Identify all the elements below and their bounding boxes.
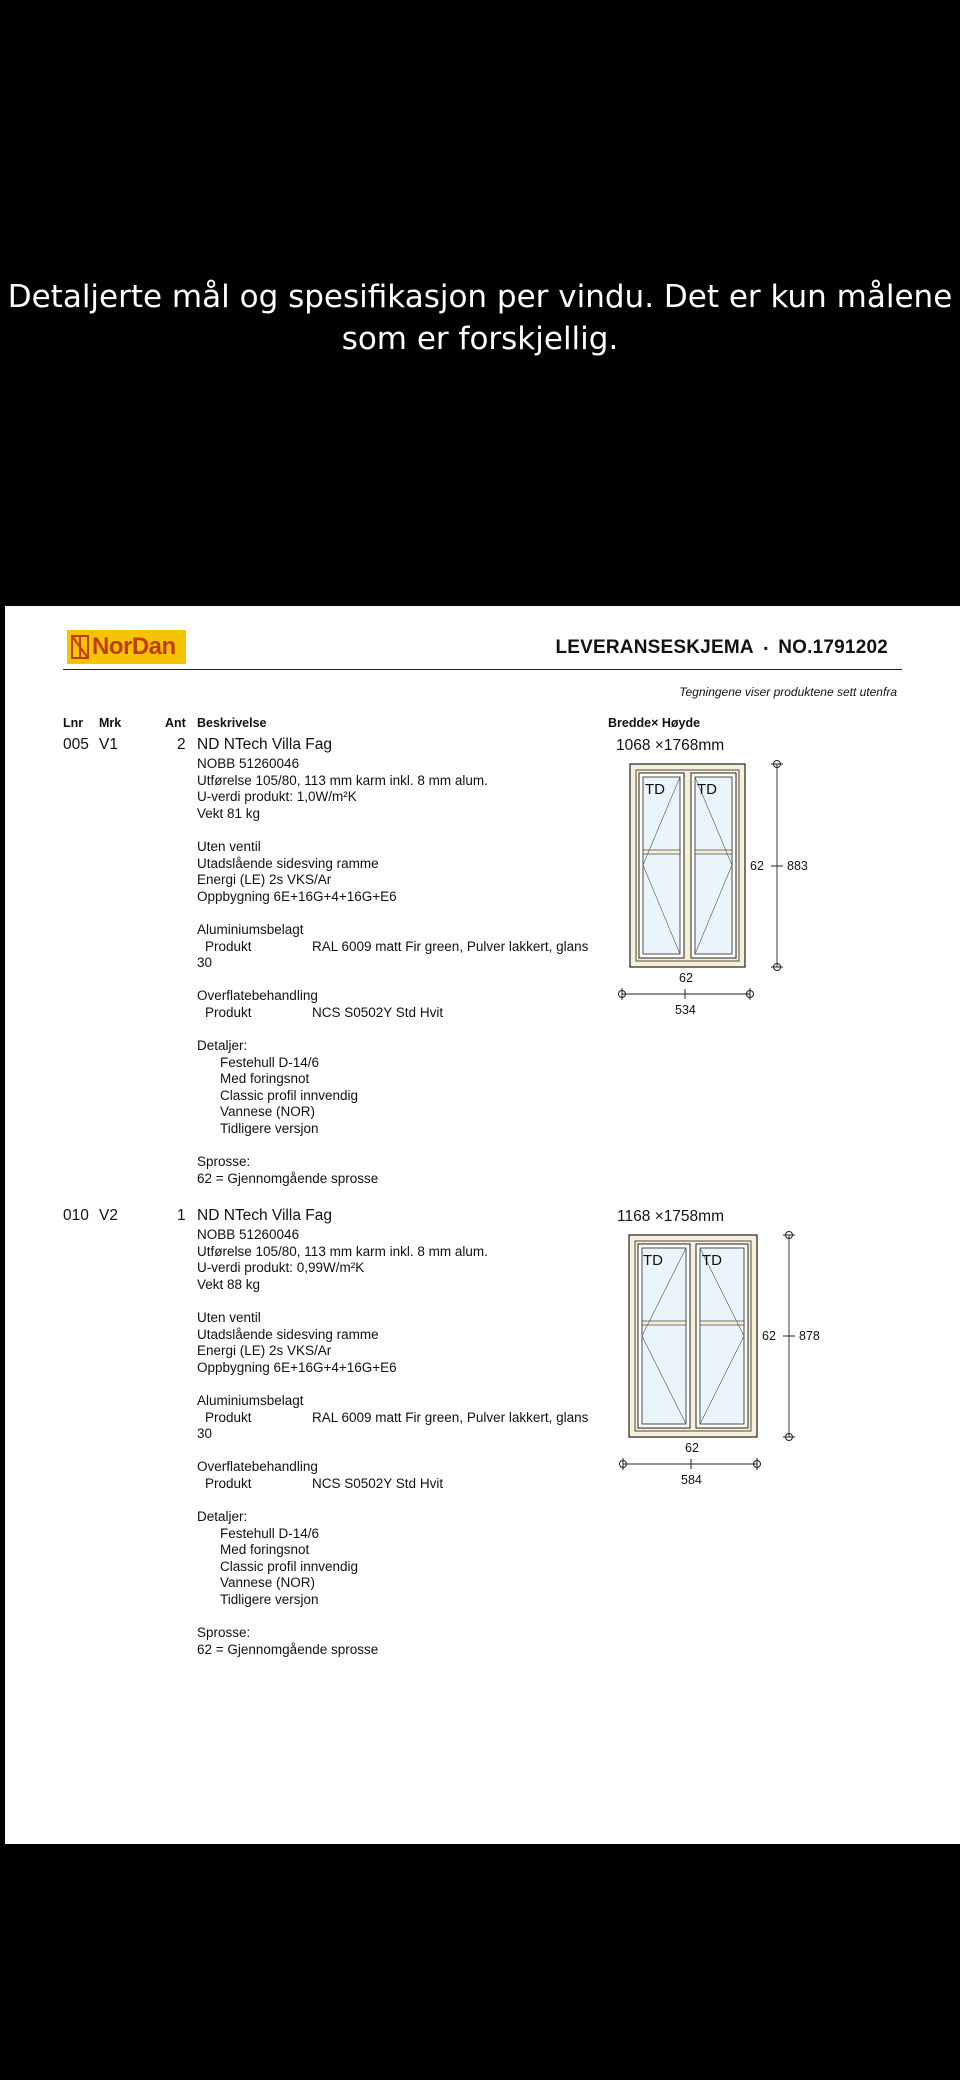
height-dim: 883 <box>787 859 808 873</box>
sprosse-value: 62 = Gjennomgående sprosse <box>197 1170 379 1186</box>
width-dim: 584 <box>681 1473 702 1485</box>
height-dimension-line <box>771 761 783 971</box>
detalj-item: Festehull D-14/6 <box>220 1054 320 1070</box>
item-mrk: V2 <box>99 1207 118 1224</box>
width-dimension-line <box>620 1458 761 1470</box>
item-ant: 2 <box>177 736 186 753</box>
alu-value: RAL 6009 matt Fir green, Pulver lakkert, glans <box>312 1409 589 1425</box>
title-text: LEVERANSESKJEMA <box>555 637 754 658</box>
right-sash <box>691 773 736 958</box>
detalj-item: Classic profil innvendig <box>220 1558 359 1574</box>
header-rule <box>63 669 902 670</box>
sidesving: Utadslående sidesving ramme <box>197 855 379 871</box>
caption-line-2: som er forskjellig. <box>341 321 619 357</box>
detaljer-title: Detaljer: <box>197 1038 248 1054</box>
detalj-item: Vannese (NOR) <box>220 1575 316 1591</box>
nordan-logo-icon <box>71 635 89 659</box>
image-caption <box>0 276 960 360</box>
caption-line-1: Detaljerte mål og spesifikasjon per vindu. Det er kun målene <box>7 279 953 315</box>
detalj-item: Tidligere versjon <box>220 1121 319 1137</box>
document-number: NO.1791202 <box>778 637 888 658</box>
alu-product <box>197 939 588 956</box>
u-value: U-verdi produkt: 1,0W/m²K <box>197 789 357 805</box>
item-lnr: 005 <box>63 736 89 753</box>
u-value: U-verdi produkt: 0,99W/m²K <box>197 1260 365 1276</box>
detalj-item: Med foringsnot <box>220 1542 310 1558</box>
nobb: NOBB 51260046 <box>197 1227 300 1242</box>
overflate-title: Overflatebehandling <box>197 988 318 1004</box>
energi: Energi (LE) 2s VKS/Ar <box>197 872 332 888</box>
header-dimensjon: Bredde× Høyde <box>608 716 701 730</box>
sprosse-dim-bottom: 62 <box>679 971 693 985</box>
header-beskrivelse: Beskrivelse <box>197 716 267 730</box>
alu-glans: 30 <box>197 955 213 971</box>
weight: Vekt 88 kg <box>197 1276 261 1292</box>
detalj-item: Vannese (NOR) <box>220 1104 316 1120</box>
detalj-item: Tidligere versjon <box>220 1592 319 1608</box>
ventil: Uten ventil <box>197 1309 261 1325</box>
sprosse-title: Sprosse: <box>197 1625 251 1641</box>
alu-product <box>197 1410 588 1427</box>
overflate-product <box>197 1005 588 1022</box>
nobb: NOBB 51260046 <box>197 756 300 771</box>
sprosse-dim-bottom: 62 <box>685 1441 699 1455</box>
alu-title: Aluminiumsbelagt <box>197 921 304 937</box>
header-ant: Ant <box>165 716 186 730</box>
height-dim: 878 <box>799 1329 820 1343</box>
item-dimensions: 1168 ×1758mm <box>617 1208 724 1225</box>
item-name: ND NTech Villa Fag <box>197 736 332 753</box>
header-mrk: Mrk <box>99 716 122 730</box>
item-dimensions: 1068 ×1768mm <box>616 737 725 754</box>
alu-title: Aluminiumsbelagt <box>197 1392 304 1408</box>
overflate-title: Overflatebehandling <box>197 1459 318 1475</box>
width-dimension-line <box>619 988 754 1000</box>
sprosse-dim-side: 62 <box>762 1329 776 1343</box>
sprosse-title: Sprosse: <box>197 1154 251 1170</box>
sash-label-right: TD <box>697 781 717 798</box>
window-drawing <box>605 754 825 1014</box>
item-description <box>197 756 588 1187</box>
sash-label-right: TD <box>702 1252 722 1269</box>
sash-label-left: TD <box>645 781 665 798</box>
overflate-label: Produkt <box>205 1004 252 1020</box>
overflate-value: NCS S0502Y Std Hvit <box>312 1475 444 1491</box>
nordan-logo <box>67 630 186 664</box>
window-drawing <box>605 1225 835 1485</box>
utforelse: Utførelse 105/80, 113 mm karm inkl. 8 mm alum. <box>197 1243 488 1259</box>
logo-text: NorDan <box>92 633 176 660</box>
overflate-value: NCS S0502Y Std Hvit <box>312 1004 444 1020</box>
item-description <box>197 1227 588 1658</box>
sidesving: Utadslående sidesving ramme <box>197 1326 379 1342</box>
sprosse-value: 62 = Gjennomgående sprosse <box>197 1641 379 1657</box>
alu-label: Produkt <box>205 1409 252 1425</box>
item-ant: 1 <box>177 1207 186 1224</box>
utforelse: Utførelse 105/80, 113 mm karm inkl. 8 mm alum. <box>197 772 488 788</box>
alu-value: RAL 6009 matt Fir green, Pulver lakkert, glans <box>312 938 589 954</box>
document-page <box>5 606 960 1844</box>
document-title <box>555 637 888 659</box>
left-sash <box>639 773 684 958</box>
oppbygning: Oppbygning 6E+16G+4+16G+E6 <box>197 1359 397 1375</box>
energi: Energi (LE) 2s VKS/Ar <box>197 1343 332 1359</box>
item-name: ND NTech Villa Fag <box>197 1207 332 1224</box>
detalj-item: Med foringsnot <box>220 1071 310 1087</box>
height-dimension-line <box>783 1232 795 1441</box>
detaljer-title: Detaljer: <box>197 1509 248 1525</box>
ventil: Uten ventil <box>197 838 261 854</box>
overflate-label: Produkt <box>205 1475 252 1491</box>
weight: Vekt 81 kg <box>197 805 261 821</box>
oppbygning: Oppbygning 6E+16G+4+16G+E6 <box>197 888 397 904</box>
left-sash <box>638 1244 690 1428</box>
detalj-item: Classic profil innvendig <box>220 1087 359 1103</box>
item-lnr: 010 <box>63 1207 89 1224</box>
drawing-note: Tegningene viser produktene sett utenfra <box>679 685 897 699</box>
item-mrk: V1 <box>99 736 118 753</box>
header-lnr: Lnr <box>63 716 84 730</box>
sash-label-left: TD <box>643 1252 663 1269</box>
title-separator: ▪ <box>763 640 769 655</box>
right-sash <box>696 1244 748 1428</box>
overflate-product <box>197 1476 588 1493</box>
alu-label: Produkt <box>205 938 252 954</box>
alu-glans: 30 <box>197 1426 213 1442</box>
width-dim: 534 <box>675 1003 696 1014</box>
detalj-item: Festehull D-14/6 <box>220 1525 320 1541</box>
sprosse-dim-side: 62 <box>750 859 764 873</box>
